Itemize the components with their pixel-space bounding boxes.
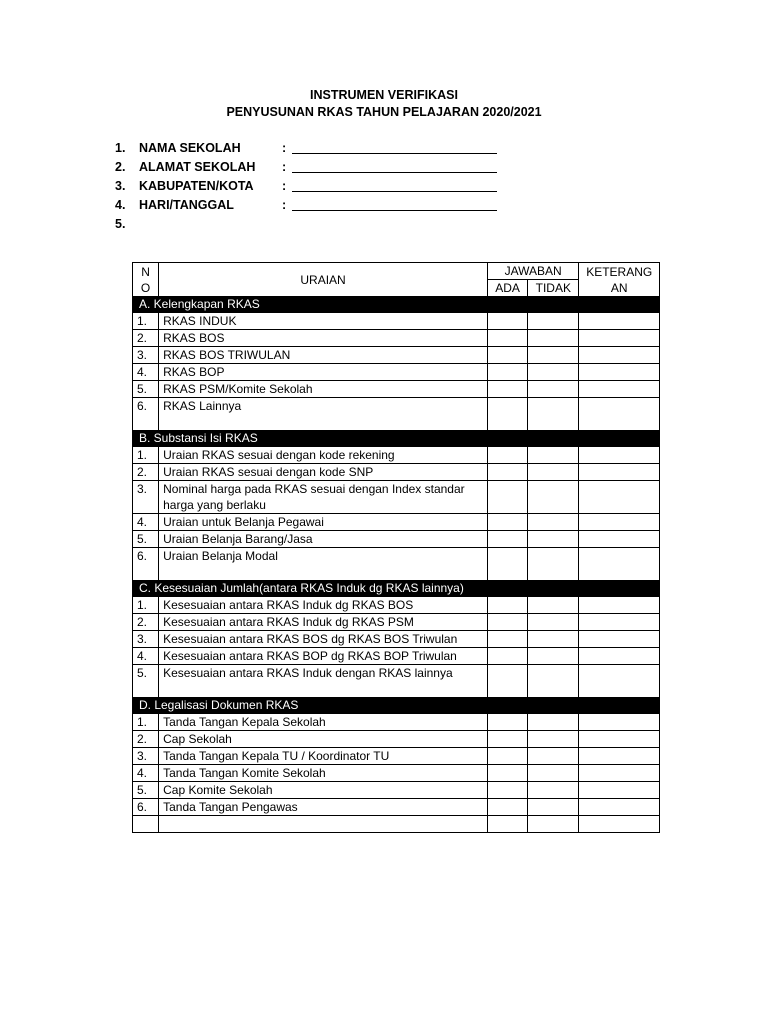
identity-colon: : [282,159,287,174]
table-row [133,748,660,765]
identity-colon: : [282,178,287,193]
answer-ada-cell[interactable] [487,614,527,631]
keterangan-cell[interactable] [579,514,660,531]
identity-row [115,195,497,214]
table-row [133,731,660,748]
header-tidak: TIDAK [528,280,579,297]
row-number: 5. [133,782,159,799]
keterangan-cell[interactable] [579,748,660,765]
keterangan-cell[interactable] [579,714,660,731]
document-subtitle: PENYUSUNAN RKAS TAHUN PELAJARAN 2020/2021 [226,105,542,119]
keterangan-cell[interactable] [579,782,660,799]
keterangan-cell[interactable] [579,364,660,381]
answer-tidak-cell[interactable] [528,597,579,614]
table-row [133,313,660,330]
row-uraian: Uraian untuk Belanja Pegawai [159,514,488,531]
table-row [133,330,660,347]
row-uraian: Tanda Tangan Pengawas [159,799,488,816]
answer-ada-cell[interactable] [487,765,527,782]
answer-tidak-cell[interactable] [528,782,579,799]
answer-ada-cell[interactable] [487,313,527,330]
document-title: INSTRUMEN VERIFIKASI [310,88,458,102]
keterangan-cell[interactable] [579,816,660,833]
row-number: 2. [133,614,159,631]
keterangan-cell[interactable] [579,597,660,614]
section-title: A. Kelengkapan RKAS [133,297,660,313]
answer-ada-cell[interactable] [487,364,527,381]
row-uraian: Tanda Tangan Kepala TU / Koordinator TU [159,748,488,765]
answer-ada-cell[interactable] [487,481,527,514]
row-uraian: Kesesuaian antara RKAS Induk dg RKAS BOS [159,597,488,614]
row-number [133,816,159,833]
answer-tidak-cell[interactable] [528,481,579,514]
section-header [133,431,660,447]
answer-ada-cell[interactable] [487,398,527,431]
identity-number: 3. [115,178,126,193]
row-uraian: Tanda Tangan Kepala Sekolah [159,714,488,731]
answer-tidak-cell[interactable] [528,799,579,816]
answer-tidak-cell[interactable] [528,665,579,698]
keterangan-cell[interactable] [579,531,660,548]
keterangan-cell[interactable] [579,648,660,665]
row-uraian: Tanda Tangan Komite Sekolah [159,765,488,782]
answer-tidak-cell[interactable] [528,631,579,648]
answer-tidak-cell[interactable] [528,531,579,548]
identity-fill-line[interactable] [292,179,497,192]
keterangan-cell[interactable] [579,631,660,648]
section-title: C. Kesesuaian Jumlah(antara RKAS Induk dg RKAS lainnya) [133,581,660,597]
answer-ada-cell[interactable] [487,347,527,364]
identity-fill-line[interactable] [292,198,497,211]
header-no: N O [133,263,159,297]
answer-tidak-cell[interactable] [528,330,579,347]
keterangan-cell[interactable] [579,731,660,748]
answer-tidak-cell[interactable] [528,816,579,833]
row-uraian: Uraian RKAS sesuai dengan kode SNP [159,464,488,481]
identity-list [115,138,497,233]
table-row [133,464,660,481]
answer-ada-cell[interactable] [487,665,527,698]
row-number: 1. [133,447,159,464]
row-number: 5. [133,665,159,698]
row-number: 5. [133,381,159,398]
table-row [133,548,660,581]
row-number: 6. [133,548,159,581]
header-uraian: URAIAN [159,263,488,297]
row-uraian: RKAS INDUK [159,313,488,330]
row-uraian: Uraian Belanja Modal [159,548,488,581]
answer-tidak-cell[interactable] [528,313,579,330]
row-uraian: Uraian RKAS sesuai dengan kode rekening [159,447,488,464]
keterangan-cell[interactable] [579,765,660,782]
answer-ada-cell[interactable] [487,714,527,731]
answer-tidak-cell[interactable] [528,381,579,398]
answer-ada-cell[interactable] [487,799,527,816]
answer-tidak-cell[interactable] [528,614,579,631]
answer-tidak-cell[interactable] [528,447,579,464]
keterangan-cell[interactable] [579,347,660,364]
row-uraian: RKAS BOP [159,364,488,381]
table-row [133,364,660,381]
identity-label: NAMA SEKOLAH [139,140,241,155]
table-row [133,765,660,782]
answer-tidak-cell[interactable] [528,748,579,765]
row-number: 1. [133,714,159,731]
answer-tidak-cell[interactable] [528,765,579,782]
row-uraian [159,816,488,833]
row-number: 4. [133,514,159,531]
answer-ada-cell[interactable] [487,514,527,531]
row-number: 3. [133,631,159,648]
answer-tidak-cell[interactable] [528,464,579,481]
identity-number: 1. [115,140,126,155]
answer-ada-cell[interactable] [487,447,527,464]
header-jawaban: JAWABAN [487,263,578,280]
row-number: 3. [133,481,159,514]
keterangan-cell[interactable] [579,548,660,581]
table-row [133,782,660,799]
header-ada: ADA [487,280,527,297]
table-row [133,447,660,464]
table-row [133,531,660,548]
row-uraian: Kesesuaian antara RKAS Induk dg RKAS PSM [159,614,488,631]
row-number: 2. [133,731,159,748]
keterangan-cell[interactable] [579,464,660,481]
keterangan-cell[interactable] [579,614,660,631]
table-row [133,614,660,631]
row-number: 4. [133,648,159,665]
row-number: 1. [133,597,159,614]
table-row [133,816,660,833]
identity-row [115,214,497,233]
answer-tidak-cell[interactable] [528,347,579,364]
row-uraian: Cap Sekolah [159,731,488,748]
table-row [133,714,660,731]
identity-number: 5. [115,216,126,231]
identity-colon: : [282,197,287,212]
table-row [133,347,660,364]
identity-row [115,138,497,157]
keterangan-cell[interactable] [579,381,660,398]
identity-number: 4. [115,197,126,212]
answer-ada-cell[interactable] [487,548,527,581]
answer-ada-cell[interactable] [487,531,527,548]
answer-ada-cell[interactable] [487,816,527,833]
keterangan-cell[interactable] [579,481,660,514]
row-uraian: RKAS BOS [159,330,488,347]
row-uraian: RKAS BOS TRIWULAN [159,347,488,364]
answer-ada-cell[interactable] [487,648,527,665]
row-uraian: Uraian Belanja Barang/Jasa [159,531,488,548]
table-row [133,648,660,665]
table-row [133,597,660,614]
identity-colon: : [282,140,287,155]
table-row [133,481,660,514]
row-uraian: Nominal harga pada RKAS sesuai dengan Index standar harga yang berlaku [159,481,488,514]
verification-table [132,262,660,833]
answer-tidak-cell[interactable] [528,364,579,381]
answer-ada-cell[interactable] [487,381,527,398]
row-number: 2. [133,464,159,481]
answer-tidak-cell[interactable] [528,514,579,531]
answer-ada-cell[interactable] [487,330,527,347]
answer-tidak-cell[interactable] [528,731,579,748]
row-number: 2. [133,330,159,347]
row-number: 1. [133,313,159,330]
identity-row [115,176,497,195]
keterangan-cell[interactable] [579,398,660,431]
section-header [133,698,660,714]
answer-ada-cell[interactable] [487,464,527,481]
identity-fill-line[interactable] [292,141,497,154]
answer-tidak-cell[interactable] [528,548,579,581]
identity-label: HARI/TANGGAL [139,197,234,212]
row-number: 4. [133,364,159,381]
answer-tidak-cell[interactable] [528,714,579,731]
table-row [133,398,660,431]
keterangan-cell[interactable] [579,313,660,330]
identity-row [115,157,497,176]
table-row [133,665,660,698]
row-uraian: RKAS Lainnya [159,398,488,431]
identity-label: KABUPATEN/KOTA [139,178,254,193]
identity-fill-line[interactable] [292,160,497,173]
table-row [133,514,660,531]
row-number: 5. [133,531,159,548]
section-header [133,297,660,313]
row-number: 6. [133,799,159,816]
table-row [133,381,660,398]
section-header [133,581,660,597]
answer-tidak-cell[interactable] [528,648,579,665]
row-uraian: Kesesuaian antara RKAS BOS dg RKAS BOS Triwulan [159,631,488,648]
identity-label: ALAMAT SEKOLAH [139,159,256,174]
header-keterangan: KETERANG AN [579,263,660,297]
answer-ada-cell[interactable] [487,731,527,748]
answer-ada-cell[interactable] [487,597,527,614]
row-number: 6. [133,398,159,431]
row-number: 3. [133,347,159,364]
section-title: D. Legalisasi Dokumen RKAS [133,698,660,714]
row-uraian: RKAS PSM/Komite Sekolah [159,381,488,398]
identity-number: 2. [115,159,126,174]
section-title: B. Substansi Isi RKAS [133,431,660,447]
answer-ada-cell[interactable] [487,782,527,799]
row-uraian: Kesesuaian antara RKAS BOP dg RKAS BOP Triwulan [159,648,488,665]
keterangan-cell[interactable] [579,330,660,347]
row-uraian: Kesesuaian antara RKAS Induk dengan RKAS lainnya [159,665,488,698]
keterangan-cell[interactable] [579,447,660,464]
keterangan-cell[interactable] [579,665,660,698]
table-row [133,631,660,648]
keterangan-cell[interactable] [579,799,660,816]
answer-tidak-cell[interactable] [528,398,579,431]
answer-ada-cell[interactable] [487,748,527,765]
row-number: 4. [133,765,159,782]
row-number: 3. [133,748,159,765]
answer-ada-cell[interactable] [487,631,527,648]
table-row [133,799,660,816]
row-uraian: Cap Komite Sekolah [159,782,488,799]
